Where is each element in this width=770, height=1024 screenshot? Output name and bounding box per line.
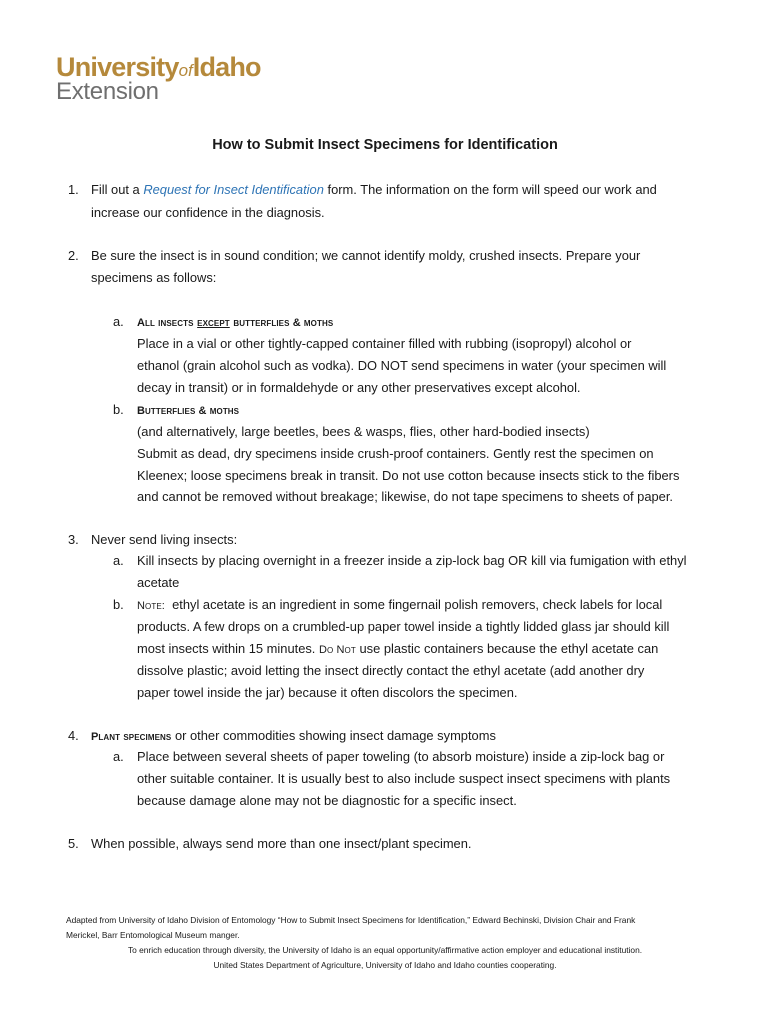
item-4a-line-2: other suitable container. It is usually best to also include suspect insect specimens with plants bbox=[137, 771, 671, 786]
item-2b-heading: Butterflies & moths bbox=[137, 405, 240, 417]
item-5-number: 5. bbox=[68, 836, 79, 851]
page-title: How to Submit Insect Specimens for Identification bbox=[212, 137, 558, 153]
item-3a-line-2: acetate bbox=[137, 575, 180, 590]
item-4a-line-3: because damage alone may not be diagnostic for a specific insect. bbox=[137, 793, 517, 808]
item-3a-line-1: Kill insects by placing overnight in a freezer inside a zip-lock bag OR kill via fumigation with ethyl bbox=[137, 553, 687, 568]
item-4-line-1: Plant specimens or other commodities showing insect damage symptoms bbox=[91, 728, 496, 743]
item-2a-line-3: decay in transit) or in formaldehyde or any other preservatives except alcohol. bbox=[137, 380, 581, 395]
item-3-line-1: Never send living insects: bbox=[91, 532, 238, 547]
item-2b-line-3: Kleenex; loose specimens break in transit. Do not use cotton because insects stick to the fibers bbox=[137, 468, 680, 483]
item-2-line-1: Be sure the insect is in sound condition; we cannot identify moldy, crushed insects. Prepare your bbox=[91, 248, 641, 263]
footer-attribution-line-2: Merickel, Barr Entomological Museum manger. bbox=[66, 930, 240, 940]
item-3-number: 3. bbox=[68, 532, 79, 547]
item-3b-line-5: paper towel inside the jar) because it often discolors the specimen. bbox=[137, 685, 518, 700]
item-3b-line-4: dissolve plastic; avoid letting the insect directly contact the ethyl acetate (add another dry bbox=[137, 663, 645, 678]
item-2-line-2: specimens as follows: bbox=[91, 270, 217, 285]
item-3b-line-1: Note: ethyl acetate is an ingredient in some fingernail polish removers, check labels for local bbox=[137, 597, 663, 612]
item-3b-letter: b. bbox=[113, 597, 124, 612]
footer-equal-opportunity: To enrich education through diversity, the University of Idaho is an equal opportunity/affirmative action employer and educational institution. bbox=[127, 945, 643, 955]
logo-wordmark: UniversityofIdaho bbox=[56, 52, 261, 82]
item-3a-letter: a. bbox=[113, 553, 124, 568]
item-2a-line-1: Place in a vial or other tightly-capped container filled with rubbing (isopropyl) alcohol or bbox=[137, 336, 632, 351]
item-2b-line-1: (and alternatively, large beetles, bees & wasps, flies, other hard-bodied insects) bbox=[137, 424, 590, 439]
item-2a-line-2: ethanol (grain alcohol such as vodka). DO NOT send specimens in water (your specimen will bbox=[137, 358, 667, 373]
request-form-link[interactable]: Request for Insect Identification bbox=[143, 182, 324, 197]
item-1-line-2: increase our confidence in the diagnosis. bbox=[91, 205, 325, 220]
item-2b-line-4: and cannot be removed without breakage; likewise, do not tape specimens to sheets of paper. bbox=[137, 489, 674, 504]
item-2a-letter: a. bbox=[113, 314, 124, 329]
footer-usda-cooperation: United States Department of Agriculture, University of Idaho and Idaho counties cooperating. bbox=[213, 960, 557, 970]
item-3b-line-2: products. A few drops on a crumbled-up paper towel inside a tightly lidded glass jar should kill bbox=[137, 619, 670, 634]
item-4a-letter: a. bbox=[113, 749, 124, 764]
logo-extension: Extension bbox=[56, 78, 159, 105]
item-2a-heading: All insects except butterflies & moths bbox=[137, 317, 334, 329]
item-1-number: 1. bbox=[68, 182, 79, 197]
item-2b-line-2: Submit as dead, dry specimens inside crush-proof containers. Gently rest the specimen on bbox=[137, 446, 654, 461]
item-4-number: 4. bbox=[68, 728, 79, 743]
item-4a-line-1: Place between several sheets of paper toweling (to absorb moisture) inside a zip-lock bag or bbox=[137, 749, 665, 764]
item-5-line-1: When possible, always send more than one insect/plant specimen. bbox=[91, 836, 472, 851]
footer-attribution-line-1: Adapted from University of Idaho Division of Entomology “How to Submit Insect Specimens for Identification,” Edward Bechinski, Division Chair and Frank bbox=[66, 915, 636, 925]
item-2-number: 2. bbox=[68, 248, 79, 263]
item-2b-letter: b. bbox=[113, 402, 124, 417]
item-1-line-1: Fill out a Request for Insect Identification form. The information on the form will speed our work and bbox=[91, 182, 657, 197]
item-3b-line-3: most insects within 15 minutes. Do Not use plastic containers because the ethyl acetate can bbox=[137, 641, 659, 656]
university-of-idaho-extension-logo bbox=[56, 52, 296, 104]
